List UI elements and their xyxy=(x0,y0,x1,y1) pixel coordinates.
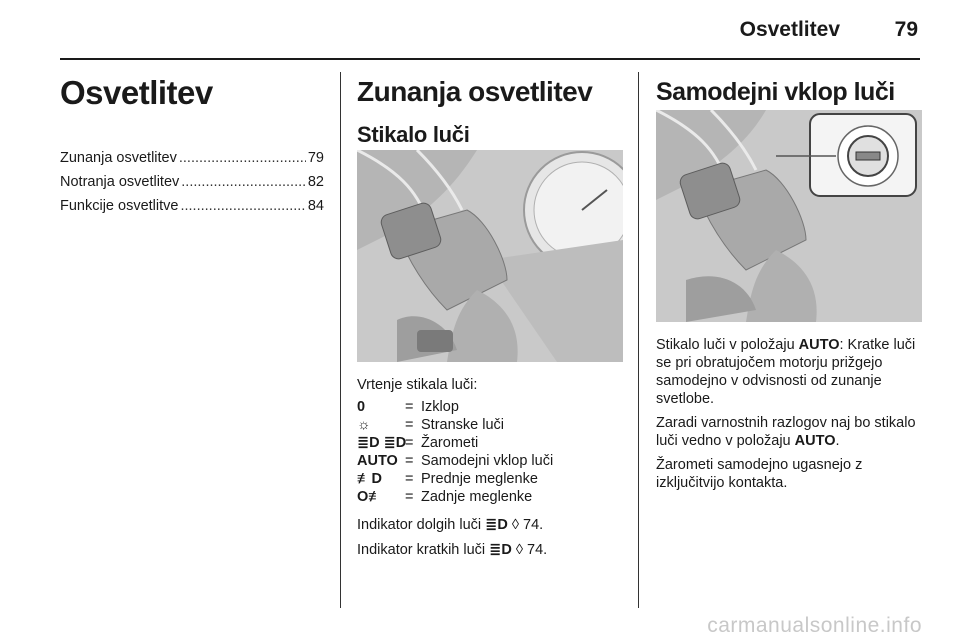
position-label: Stranske luči xyxy=(421,417,505,433)
rear-fog-light-icon: O≢ xyxy=(357,489,383,505)
headlights-icon: ≣D ≣D xyxy=(357,435,407,451)
header-rule xyxy=(60,58,920,60)
toc-entry-label: Notranja osvetlitev xyxy=(60,174,180,190)
toc-entry[interactable] xyxy=(60,170,324,194)
high-beam-indicator-note xyxy=(357,516,623,534)
auto-position: AUTO xyxy=(794,433,836,449)
high-beam-icon: ≣D xyxy=(485,517,508,533)
indicator-text: Indikator kratkih luči xyxy=(357,542,486,558)
cross-reference-icon: ◊ xyxy=(511,517,519,533)
paragraph: Žarometi samodejno ugasnejo z izključitvijo kontakta. xyxy=(656,457,863,491)
switch-positions-list xyxy=(357,398,623,506)
running-header-title: Osvetlitev xyxy=(739,18,840,41)
auto-position: AUTO xyxy=(798,337,840,353)
column-divider-right xyxy=(638,72,639,608)
list-item xyxy=(357,470,623,488)
watermark: carmanualsonline.info xyxy=(707,614,922,637)
low-beam-indicator-note xyxy=(357,541,623,559)
side-lights-icon: ☼ xyxy=(357,417,371,433)
list-item xyxy=(357,488,623,506)
page-number: 79 xyxy=(894,18,918,41)
cross-reference-page[interactable]: 74. xyxy=(527,542,548,558)
toc-leader-dots xyxy=(180,194,305,218)
section-title: Zunanja osvetlitev xyxy=(357,76,593,107)
equals-sign: = xyxy=(405,435,414,451)
page-header xyxy=(0,0,960,58)
intro-text: Vrtenje stikala luči: xyxy=(357,377,478,393)
paragraph-text: Zaradi varnostnih razlogov naj bo stikalo luči vedno v položaju xyxy=(656,415,916,449)
auto-symbol: AUTO xyxy=(357,453,398,469)
equals-sign: = xyxy=(405,417,414,433)
list-item xyxy=(357,398,623,416)
section-title: Samodejni vklop luči xyxy=(656,78,895,106)
light-switch-drawing xyxy=(357,150,623,362)
position-label: Žarometi xyxy=(421,435,479,451)
equals-sign: = xyxy=(405,471,414,487)
paragraph-text: : Kratke luči se pri obratujočem motorju prižgejo samodejno v odvisnosti od zunanje svetlobe. xyxy=(656,337,916,407)
indicator-text: Indikator dolgih luči xyxy=(357,517,482,533)
auto-switch-drawing xyxy=(656,110,922,322)
chapter-column xyxy=(60,70,324,218)
front-fog-light-icon: ≢D xyxy=(357,471,382,487)
automatic-lights-illustration xyxy=(656,110,922,322)
toc-entry[interactable] xyxy=(60,194,324,218)
off-symbol: 0 xyxy=(357,399,366,415)
toc-entry-label: Funkcije osvetlitve xyxy=(60,198,179,214)
list-item xyxy=(357,434,623,452)
switch-intro xyxy=(357,376,623,394)
chapter-title: Osvetlitev xyxy=(60,74,213,111)
column-divider-left xyxy=(340,72,341,608)
low-beam-icon: ≣D xyxy=(489,542,512,558)
light-switch-illustration xyxy=(357,150,623,362)
table-of-contents xyxy=(60,146,324,218)
list-item xyxy=(357,452,623,470)
position-label: Izklop xyxy=(421,399,459,415)
cross-reference-page[interactable]: 74. xyxy=(523,517,544,533)
toc-entry-page: 82 xyxy=(307,174,324,190)
paragraph-text: . xyxy=(835,433,840,449)
automatic-lights-column xyxy=(656,70,922,107)
equals-sign: = xyxy=(405,489,414,505)
toc-leader-dots xyxy=(181,170,306,194)
toc-entry-label: Zunanja osvetlitev xyxy=(60,150,177,166)
equals-sign: = xyxy=(405,399,414,415)
toc-entry-page: 79 xyxy=(307,150,324,166)
paragraph xyxy=(656,336,922,408)
exterior-lighting-column xyxy=(357,70,623,148)
cross-reference-icon: ◊ xyxy=(515,542,523,558)
toc-leader-dots xyxy=(179,146,306,170)
list-item xyxy=(357,416,623,434)
paragraph-text: Stikalo luči v položaju xyxy=(656,337,799,353)
position-label: Zadnje meglenke xyxy=(421,489,533,505)
automatic-lights-text xyxy=(656,336,922,498)
position-label: Prednje meglenke xyxy=(421,471,538,487)
equals-sign: = xyxy=(405,453,414,469)
subsection-title: Stikalo luči xyxy=(357,122,470,147)
toc-entry[interactable] xyxy=(60,146,324,170)
position-label: Samodejni vklop luči xyxy=(421,453,554,469)
paragraph xyxy=(656,414,922,450)
toc-entry-page: 84 xyxy=(307,198,324,214)
